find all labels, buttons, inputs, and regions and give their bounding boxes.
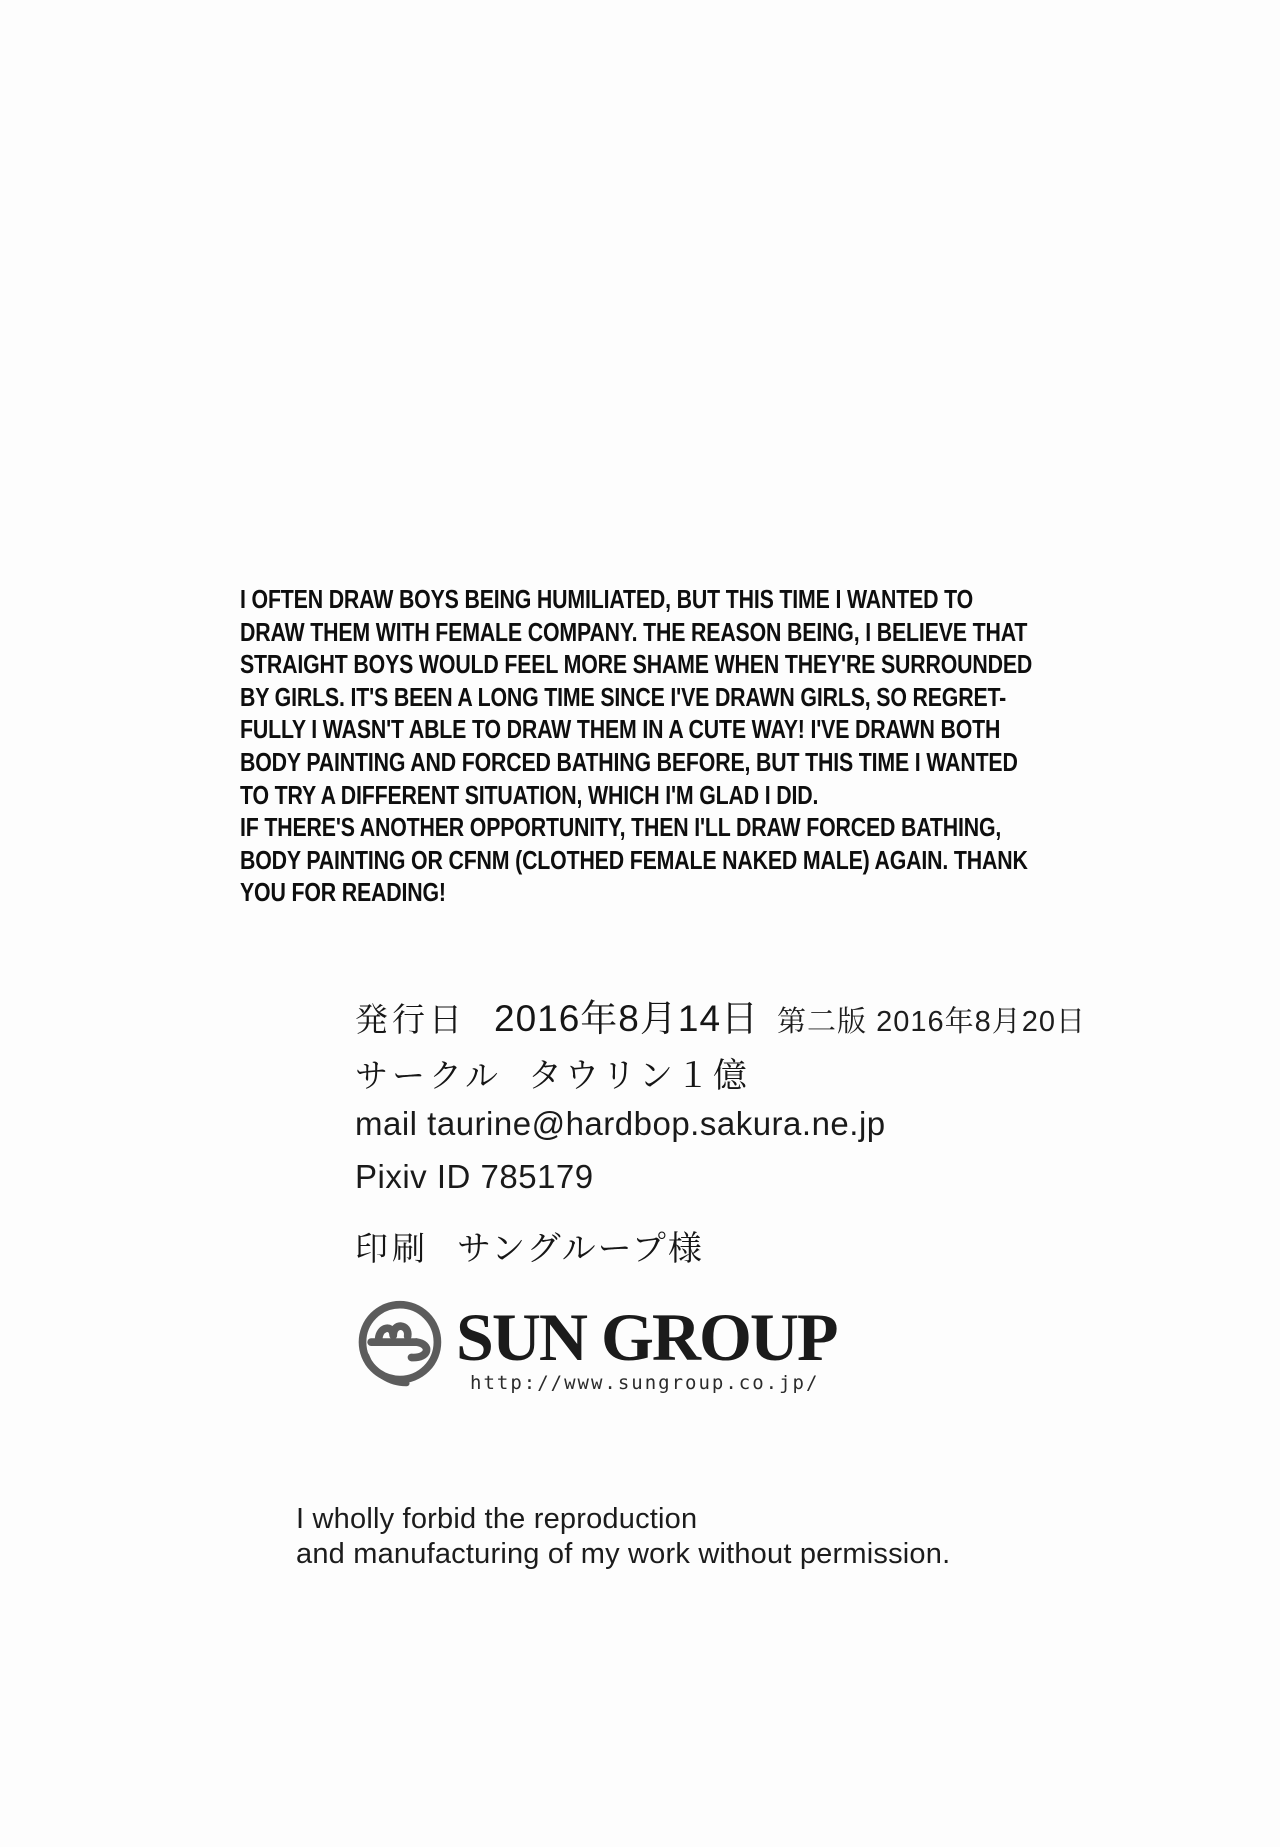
afterword-line: BODY PAINTING AND FORCED BATHING BEFORE, BUT THIS TIME I WANTED [240,746,1018,777]
second-edition-note: 第二版 2016年8月20日 [777,1006,1087,1038]
printer-name: サングループ様 [457,1230,704,1268]
printer-label: 印刷 [355,1230,429,1267]
issue-date-value: 2016年8月14日 [494,998,760,1039]
issue-date-label: 発行日 [355,1001,466,1038]
afterword-paragraph [240,583,1085,909]
afterword-line: FULLY I WASN'T ABLE TO DRAW THEM IN A CUTE WAY! I'VE DRAWN BOTH [240,714,1001,745]
pixiv-row [355,1158,594,1196]
afterword-line: YOU FOR READING! [240,877,446,908]
circle-label: サークル [355,1057,503,1094]
afterword-line: STRAIGHT BOYS WOULD FEEL MORE SHAME WHEN THEY'RE SURROUNDED [240,649,1033,680]
printer-row [355,1221,704,1270]
sun-group-url: http://www.sungroup.co.jp/ [470,1372,820,1394]
afterword-line: DRAW THEM WITH FEMALE COMPANY. THE REASON BEING, I BELIEVE THAT [240,616,1028,647]
sun-group-emblem-icon [351,1297,447,1393]
afterword-line: BY GIRLS. IT'S BEEN A LONG TIME SINCE I'VE DRAWN GIRLS, SO REGRET- [240,681,1007,712]
afterword-line: IF THERE'S ANOTHER OPPORTUNITY, THEN I'LL DRAW FORCED BATHING, [240,812,1002,843]
afterword-line: BODY PAINTING OR CFNM (CLOTHED FEMALE NAKED MALE) AGAIN. THANK [240,844,1028,875]
sun-group-wordmark: SUN GROUP [456,1299,837,1375]
pixiv-id: Pixiv ID 785179 [355,1158,594,1195]
reproduction-notice [296,1502,950,1572]
mail-address: mail taurine@hardbop.sakura.ne.jp [355,1105,886,1142]
mail-row [355,1105,886,1143]
circle-name: タウリン１億 [528,1057,751,1095]
circle-row [355,1048,750,1097]
issue-date-row [355,988,1086,1042]
afterword-line: TO TRY A DIFFERENT SITUATION, WHICH I'M GLAD I DID. [240,779,819,810]
afterword-line: I OFTEN DRAW BOYS BEING HUMILIATED, BUT THIS TIME I WANTED TO [240,584,974,614]
reproduction-notice-line: I wholly forbid the reproduction [296,1503,698,1535]
reproduction-notice-line: and manufacturing of my work without permission. [296,1538,951,1570]
